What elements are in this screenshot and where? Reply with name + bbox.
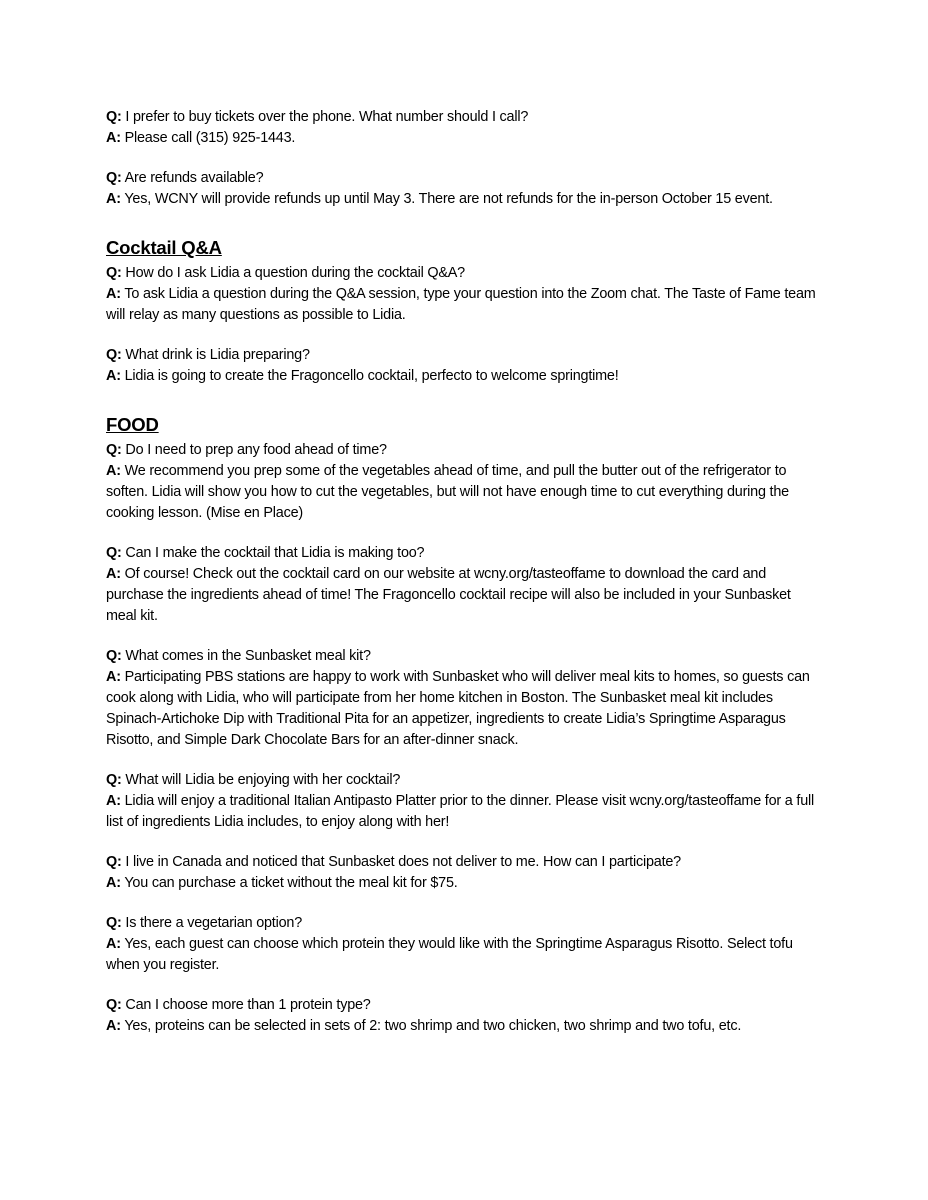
faq-section-cocktail-qa xyxy=(106,235,824,387)
question-text: How do I ask Lidia a question during the cocktail Q&A? xyxy=(125,265,465,281)
answer-label: A: xyxy=(106,566,121,582)
question-text: What will Lidia be enjoying with her cocktail? xyxy=(125,772,401,788)
answer-text: We recommend you prep some of the vegetables ahead of time, and pull the butter out of the refrigerator to soften. Lidia will show you how to cut the vegetables, but will not have enough time to cut everything during the cooking lesson. (Mise en Place) xyxy=(106,463,789,521)
answer-text: Lidia is going to create the Fragoncello cocktail, perfecto to welcome springtime! xyxy=(124,368,619,384)
answer-label: A: xyxy=(106,368,121,384)
question-text: Is there a vegetarian option? xyxy=(125,915,303,931)
section-heading-food: FOOD xyxy=(106,414,159,435)
question-text: Do I need to prep any food ahead of time? xyxy=(125,442,387,458)
answer-text: Yes, proteins can be selected in sets of 2: two shrimp and two chicken, two shrimp and two tofu, etc. xyxy=(124,1018,742,1034)
question-text: What comes in the Sunbasket meal kit? xyxy=(125,648,371,664)
faq-section-tickets xyxy=(106,107,824,210)
answer-label: A: xyxy=(106,130,121,146)
question-label: Q: xyxy=(106,347,122,363)
answer-label: A: xyxy=(106,669,121,685)
question-text: Are refunds available? xyxy=(124,170,264,186)
answer-text: Of course! Check out the cocktail card on our website at wcny.org/tasteoffame to download the card and purchase the ingredients ahead of time! The Fragoncello cocktail recipe will also be included in your Sunbasket meal kit. xyxy=(106,566,791,624)
answer-text: Yes, WCNY will provide refunds up until May 3. There are not refunds for the in-person October 15 event. xyxy=(124,191,773,207)
answer-text: To ask Lidia a question during the Q&A session, type your question into the Zoom chat. The Taste of Fame team will relay as many questions as possible to Lidia. xyxy=(106,286,816,323)
qa-block xyxy=(106,263,824,326)
question-text: I live in Canada and noticed that Sunbasket does not deliver to me. How can I participate? xyxy=(125,854,681,870)
qa-block xyxy=(106,107,824,149)
answer-text: Please call (315) 925-1443. xyxy=(124,130,296,146)
question-label: Q: xyxy=(106,772,122,788)
answer-label: A: xyxy=(106,463,121,479)
qa-block xyxy=(106,345,824,387)
answer-text: Participating PBS stations are happy to work with Sunbasket who will deliver meal kits to homes, so guests can cook along with Lidia, who will participate from her home kitchen in Boston. The Sunbasket meal kit includes Spinach-Artichoke Dip with Traditional Pita for an appetizer, ingredients to create Lidia’s Springtime Asparagus Risotto, and Simple Dark Chocolate Bars for an after-dinner snack. xyxy=(106,669,810,748)
answer-label: A: xyxy=(106,1018,121,1034)
question-label: Q: xyxy=(106,265,122,281)
question-text: Can I choose more than 1 protein type? xyxy=(125,997,371,1013)
question-label: Q: xyxy=(106,109,122,125)
answer-text: Lidia will enjoy a traditional Italian Antipasto Platter prior to the dinner. Please visit wcny.org/tasteoffame for a full list of ingredients Lidia includes, to enjoy along with her! xyxy=(106,793,814,830)
qa-block xyxy=(106,168,824,210)
answer-label: A: xyxy=(106,793,121,809)
answer-label: A: xyxy=(106,191,121,207)
qa-block xyxy=(106,852,824,894)
question-label: Q: xyxy=(106,915,122,931)
section-heading-cocktail-qa: Cocktail Q&A xyxy=(106,237,222,258)
question-label: Q: xyxy=(106,170,122,186)
answer-text: You can purchase a ticket without the meal kit for $75. xyxy=(124,875,458,891)
answer-label: A: xyxy=(106,286,121,302)
question-text: I prefer to buy tickets over the phone. What number should I call? xyxy=(125,109,529,125)
qa-block xyxy=(106,440,824,524)
question-label: Q: xyxy=(106,648,122,664)
question-label: Q: xyxy=(106,442,122,458)
qa-block xyxy=(106,543,824,627)
answer-label: A: xyxy=(106,875,121,891)
question-label: Q: xyxy=(106,997,122,1013)
qa-block xyxy=(106,995,824,1037)
answer-text: Yes, each guest can choose which protein they would like with the Springtime Asparagus Risotto. Select tofu when you register. xyxy=(106,936,793,973)
qa-block xyxy=(106,770,824,833)
qa-block xyxy=(106,646,824,751)
question-text: Can I make the cocktail that Lidia is making too? xyxy=(125,545,425,561)
faq-section-food xyxy=(106,412,824,1037)
question-text: What drink is Lidia preparing? xyxy=(125,347,310,363)
question-label: Q: xyxy=(106,545,122,561)
qa-block xyxy=(106,913,824,976)
question-label: Q: xyxy=(106,854,122,870)
answer-label: A: xyxy=(106,936,121,952)
